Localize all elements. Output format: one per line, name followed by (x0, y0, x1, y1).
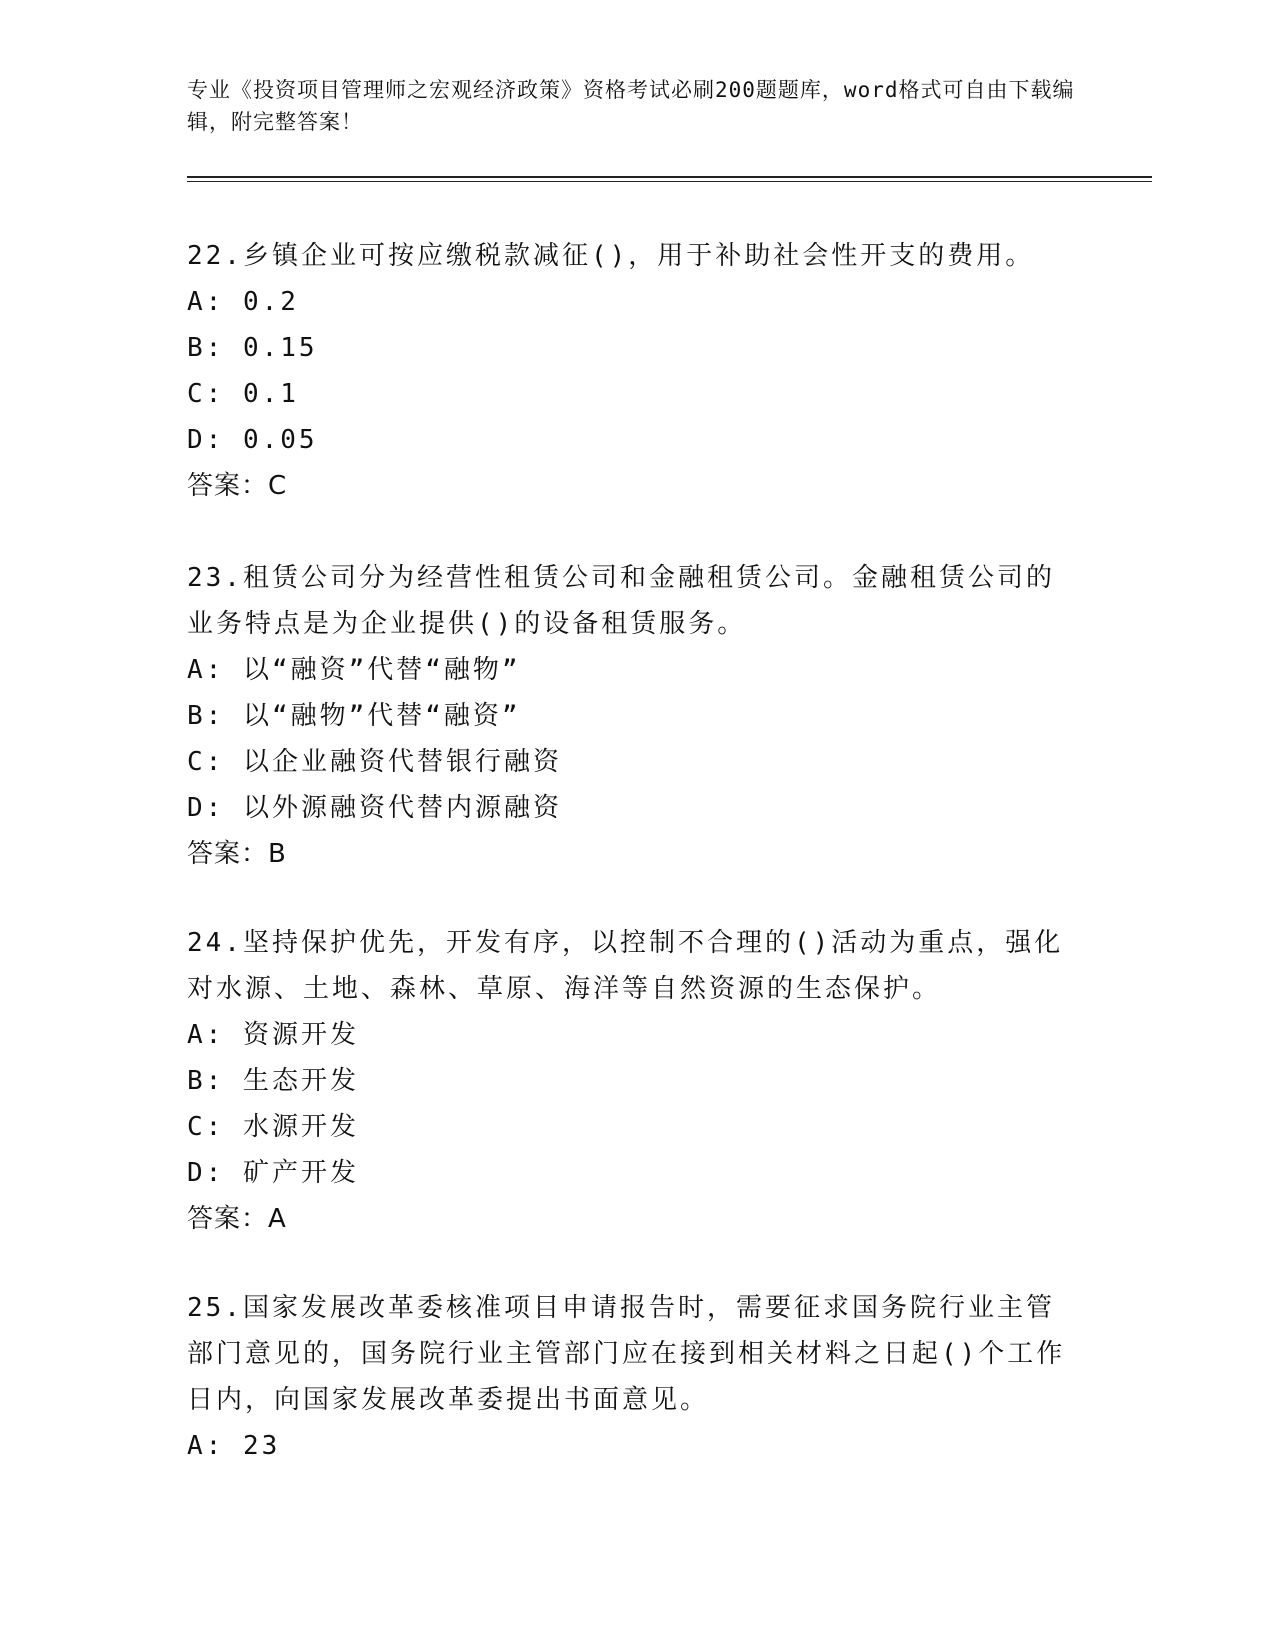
question-25 (187, 1285, 1067, 1469)
page-header: 专业《投资项目管理师之宏观经济政策》资格考试必刷200题题库，word格式可自由下载编辑，附完整答案！ (187, 78, 1075, 134)
option-b: B: 生态开发 (187, 1066, 359, 1096)
question-stem: 22.乡镇企业可按应缴税款减征()，用于补助社会性开支的费用。 (187, 241, 1035, 271)
question-stem: 23.租赁公司分为经营性租赁公司和金融租赁公司。金融租赁公司的业务特点是为企业提供()的设备租赁服务。 (187, 563, 1055, 639)
answer: 答案：C (187, 471, 288, 501)
question-23 (187, 555, 1067, 877)
question-stem: 24.坚持保护优先，开发有序，以控制不合理的()活动为重点，强化对水源、土地、森林、草原、海洋等自然资源的生态保护。 (187, 928, 1064, 1004)
option-c: C: 水源开发 (187, 1112, 359, 1142)
option-d: D: 0.05 (187, 425, 318, 455)
question-24 (187, 920, 1067, 1242)
option-a: A: 资源开发 (187, 1020, 359, 1050)
header-divider (187, 176, 1152, 182)
question-22 (187, 233, 1067, 509)
option-c: C: 0.1 (187, 379, 299, 409)
option-c: C: 以企业融资代替银行融资 (187, 747, 562, 777)
option-b: B: 以“融物”代替“融资” (187, 701, 521, 731)
option-a: A: 23 (187, 1431, 281, 1461)
answer: 答案：B (187, 839, 287, 869)
option-a: A: 以“融资”代替“融物” (187, 655, 521, 685)
option-d: D: 矿产开发 (187, 1158, 359, 1188)
option-b: B: 0.15 (187, 333, 318, 363)
option-a: A: 0.2 (187, 287, 299, 317)
answer: 答案：A (187, 1204, 287, 1234)
question-stem: 25.国家发展改革委核准项目申请报告时，需要征求国务院行业主管部门意见的，国务院行业主管部门应在接到相关材料之日起()个工作日内，向国家发展改革委提出书面意见。 (187, 1293, 1066, 1415)
option-d: D: 以外源融资代替内源融资 (187, 793, 562, 823)
